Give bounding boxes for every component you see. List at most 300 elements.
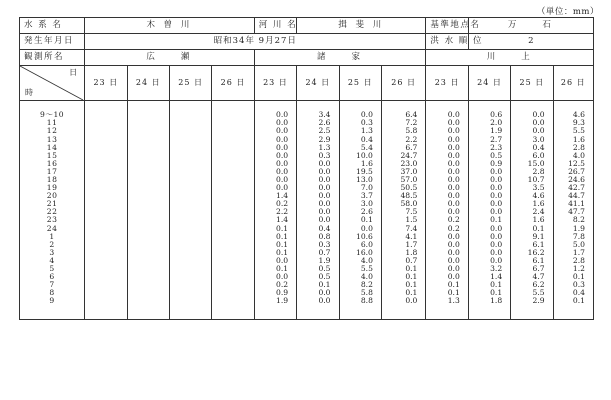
moroie-cell: 1.5 bbox=[381, 216, 425, 224]
kawakami-cell: 9.3 bbox=[553, 119, 593, 127]
hirose-cell bbox=[212, 297, 254, 305]
kawakami-cell: 0.0 bbox=[426, 111, 468, 119]
moroie-cell: 8.8 bbox=[339, 297, 381, 305]
kawakami-cell: 0.6 bbox=[468, 111, 510, 119]
moroie-cell: 0.0 bbox=[297, 208, 339, 216]
moroie-cell: 0.0 bbox=[254, 273, 296, 281]
hirose-cell bbox=[127, 273, 169, 281]
kawakami-cell: 0.0 bbox=[426, 119, 468, 127]
kawakami-cell: 0.0 bbox=[426, 273, 468, 281]
kawakami-cell: 10.7 bbox=[511, 176, 553, 184]
hirose-cell bbox=[127, 135, 169, 143]
hirose-cell bbox=[127, 160, 169, 168]
moroie-cell: 1.3 bbox=[339, 127, 381, 135]
moroie-cell: 0.1 bbox=[381, 289, 425, 297]
kawakami-cell: 0.0 bbox=[468, 257, 510, 265]
moroie-cell: 0.0 bbox=[254, 111, 296, 119]
kawakami-cell: 0.0 bbox=[468, 200, 510, 208]
moroie-cell: 37.0 bbox=[381, 168, 425, 176]
kawakami-cell: 0.0 bbox=[468, 249, 510, 257]
day-header: 23 日 bbox=[254, 66, 296, 101]
table-row bbox=[20, 127, 594, 135]
moroie-cell: 7.4 bbox=[381, 224, 425, 232]
moroie-cell: 0.1 bbox=[297, 281, 339, 289]
day-header: 25 日 bbox=[339, 66, 381, 101]
hirose-cell bbox=[127, 249, 169, 257]
hirose-cell bbox=[85, 176, 127, 184]
kawakami-cell: 1.6 bbox=[511, 200, 553, 208]
spacer-cell bbox=[127, 101, 169, 112]
kawakami-cell: 0.1 bbox=[468, 281, 510, 289]
moroie-cell: 0.0 bbox=[297, 289, 339, 297]
hirose-cell bbox=[212, 208, 254, 216]
moroie-cell: 0.4 bbox=[339, 135, 381, 143]
table-row bbox=[20, 200, 594, 208]
hirose-cell bbox=[212, 249, 254, 257]
hour-cell: 2 bbox=[20, 241, 85, 249]
moroie-cell: 0.4 bbox=[297, 224, 339, 232]
date-label: 発生年月日 bbox=[20, 34, 85, 50]
table-row bbox=[20, 281, 594, 289]
moroie-cell: 0.7 bbox=[297, 249, 339, 257]
hour-cell: 24 bbox=[20, 224, 85, 232]
moroie-cell: 7.5 bbox=[381, 208, 425, 216]
kawakami-cell: 6.7 bbox=[511, 265, 553, 273]
moroie-cell: 16.0 bbox=[339, 249, 381, 257]
table-row bbox=[20, 216, 594, 224]
hirose-cell bbox=[212, 119, 254, 127]
table-row bbox=[20, 224, 594, 232]
hirose-cell bbox=[212, 200, 254, 208]
spacer-row bbox=[20, 101, 594, 112]
base-point-value: 万 石 bbox=[468, 18, 593, 34]
table-row bbox=[20, 289, 594, 297]
moroie-cell: 0.0 bbox=[254, 176, 296, 184]
moroie-cell: 0.0 bbox=[339, 224, 381, 232]
table-row bbox=[20, 151, 594, 159]
hirose-cell bbox=[127, 127, 169, 135]
station-kawakami: 川 上 bbox=[426, 50, 594, 66]
kawakami-cell: 3.2 bbox=[468, 265, 510, 273]
kawakami-cell: 0.4 bbox=[511, 143, 553, 151]
kawakami-cell: 0.0 bbox=[511, 111, 553, 119]
moroie-cell: 2.2 bbox=[254, 208, 296, 216]
moroie-cell: 0.5 bbox=[297, 273, 339, 281]
kawakami-cell: 24.6 bbox=[553, 176, 593, 184]
moroie-cell: 0.1 bbox=[254, 241, 296, 249]
hour-cell: 6 bbox=[20, 273, 85, 281]
spacer-cell bbox=[169, 101, 211, 112]
hour-cell: 1 bbox=[20, 232, 85, 240]
moroie-cell: 5.5 bbox=[339, 265, 381, 273]
table-row bbox=[20, 168, 594, 176]
table-row bbox=[20, 265, 594, 273]
moroie-cell: 19.5 bbox=[339, 168, 381, 176]
hirose-cell bbox=[169, 224, 211, 232]
moroie-cell: 10.6 bbox=[339, 232, 381, 240]
moroie-cell: 0.1 bbox=[254, 265, 296, 273]
kawakami-cell: 0.0 bbox=[426, 168, 468, 176]
hirose-cell bbox=[212, 281, 254, 289]
kawakami-cell: 6.2 bbox=[511, 281, 553, 289]
hirose-cell bbox=[85, 232, 127, 240]
hirose-cell bbox=[169, 176, 211, 184]
moroie-cell: 6.7 bbox=[381, 143, 425, 151]
moroie-cell: 0.1 bbox=[254, 232, 296, 240]
table-row bbox=[20, 143, 594, 151]
moroie-cell: 4.0 bbox=[339, 257, 381, 265]
kawakami-cell: 0.2 bbox=[426, 216, 468, 224]
hirose-cell bbox=[127, 208, 169, 216]
moroie-cell: 0.0 bbox=[254, 151, 296, 159]
spacer-cell bbox=[297, 305, 339, 320]
table-row bbox=[20, 176, 594, 184]
hirose-cell bbox=[85, 265, 127, 273]
moroie-cell: 13.0 bbox=[339, 176, 381, 184]
corner-hour-label: 時 bbox=[25, 88, 34, 97]
kawakami-cell: 0.0 bbox=[468, 208, 510, 216]
moroie-cell: 0.0 bbox=[297, 297, 339, 305]
table-row bbox=[20, 184, 594, 192]
moroie-cell: 0.2 bbox=[254, 200, 296, 208]
kawakami-cell: 3.5 bbox=[511, 184, 553, 192]
kawakami-cell: 16.2 bbox=[511, 249, 553, 257]
kawakami-cell: 44.7 bbox=[553, 192, 593, 200]
kawakami-cell: 4.6 bbox=[553, 111, 593, 119]
spacer-cell bbox=[127, 305, 169, 320]
table-row bbox=[20, 232, 594, 240]
hour-cell: 15 bbox=[20, 151, 85, 159]
system-value: 木 曽 川 bbox=[85, 18, 255, 34]
hirose-cell bbox=[169, 151, 211, 159]
kawakami-cell: 0.0 bbox=[426, 143, 468, 151]
kawakami-cell: 0.1 bbox=[426, 289, 468, 297]
hirose-cell bbox=[85, 143, 127, 151]
moroie-cell: 10.0 bbox=[339, 151, 381, 159]
kawakami-cell: 2.4 bbox=[511, 208, 553, 216]
table-row bbox=[20, 208, 594, 216]
kawakami-cell: 5.5 bbox=[511, 289, 553, 297]
table-row bbox=[20, 111, 594, 119]
hirose-cell bbox=[212, 111, 254, 119]
hirose-cell bbox=[169, 135, 211, 143]
hirose-cell bbox=[169, 192, 211, 200]
hour-cell: 3 bbox=[20, 249, 85, 257]
spacer-cell bbox=[254, 305, 296, 320]
moroie-cell: 2.2 bbox=[381, 135, 425, 143]
moroie-cell: 0.0 bbox=[297, 192, 339, 200]
spacer-cell bbox=[381, 101, 425, 112]
hirose-cell bbox=[127, 111, 169, 119]
spacer-cell bbox=[212, 101, 254, 112]
table-row bbox=[20, 273, 594, 281]
moroie-cell: 5.8 bbox=[381, 127, 425, 135]
moroie-cell: 0.2 bbox=[254, 281, 296, 289]
hirose-cell bbox=[85, 119, 127, 127]
hirose-cell bbox=[169, 232, 211, 240]
kawakami-cell: 0.0 bbox=[468, 232, 510, 240]
day-header: 26 日 bbox=[212, 66, 254, 101]
kawakami-cell: 0.0 bbox=[468, 168, 510, 176]
spacer-cell bbox=[85, 305, 127, 320]
moroie-cell: 0.0 bbox=[381, 297, 425, 305]
hirose-cell bbox=[212, 127, 254, 135]
kawakami-cell: 0.0 bbox=[511, 127, 553, 135]
hour-cell: 8 bbox=[20, 289, 85, 297]
kawakami-cell: 0.0 bbox=[426, 192, 468, 200]
hirose-cell bbox=[169, 241, 211, 249]
kawakami-cell: 0.1 bbox=[553, 273, 593, 281]
kawakami-cell: 0.1 bbox=[468, 216, 510, 224]
flood-rank-value: 2 bbox=[468, 34, 593, 50]
moroie-cell: 0.0 bbox=[297, 200, 339, 208]
hirose-cell bbox=[127, 200, 169, 208]
moroie-cell: 24.7 bbox=[381, 151, 425, 159]
moroie-cell: 0.1 bbox=[254, 224, 296, 232]
date-value: 昭和34年 9月27日 bbox=[85, 34, 426, 50]
day-header: 25 日 bbox=[511, 66, 553, 101]
moroie-cell: 1.4 bbox=[254, 216, 296, 224]
kawakami-cell: 3.0 bbox=[511, 135, 553, 143]
moroie-cell: 6.4 bbox=[381, 111, 425, 119]
kawakami-cell: 2.3 bbox=[468, 143, 510, 151]
hour-cell: 14 bbox=[20, 143, 85, 151]
hirose-cell bbox=[127, 151, 169, 159]
hour-cell: 22 bbox=[20, 208, 85, 216]
hirose-cell bbox=[85, 241, 127, 249]
kawakami-cell: 6.0 bbox=[511, 151, 553, 159]
hirose-cell bbox=[127, 281, 169, 289]
hirose-cell bbox=[212, 143, 254, 151]
moroie-cell: 1.7 bbox=[381, 241, 425, 249]
kawakami-cell: 0.0 bbox=[426, 127, 468, 135]
moroie-cell: 0.1 bbox=[339, 216, 381, 224]
table-row bbox=[20, 257, 594, 265]
spacer-cell bbox=[426, 305, 468, 320]
kawakami-cell: 5.0 bbox=[553, 241, 593, 249]
spacer-cell bbox=[339, 305, 381, 320]
table-row bbox=[20, 119, 594, 127]
kawakami-cell: 9.1 bbox=[511, 232, 553, 240]
table-row bbox=[20, 241, 594, 249]
hirose-cell bbox=[169, 184, 211, 192]
table-row bbox=[20, 192, 594, 200]
kawakami-cell: 0.0 bbox=[468, 224, 510, 232]
kawakami-cell: 0.5 bbox=[468, 151, 510, 159]
hirose-cell bbox=[169, 168, 211, 176]
station-moroie: 諸 家 bbox=[254, 50, 426, 66]
kawakami-cell: 2.8 bbox=[511, 168, 553, 176]
hirose-cell bbox=[85, 208, 127, 216]
hirose-cell bbox=[169, 127, 211, 135]
moroie-cell: 5.4 bbox=[339, 143, 381, 151]
hirose-cell bbox=[212, 273, 254, 281]
moroie-cell: 0.0 bbox=[254, 184, 296, 192]
hirose-cell bbox=[169, 111, 211, 119]
kawakami-cell: 1.7 bbox=[553, 249, 593, 257]
kawakami-cell: 1.6 bbox=[553, 135, 593, 143]
moroie-cell: 7.2 bbox=[381, 119, 425, 127]
moroie-cell: 0.0 bbox=[254, 119, 296, 127]
kawakami-cell: 4.0 bbox=[553, 151, 593, 159]
hour-cell: 21 bbox=[20, 200, 85, 208]
day-header: 23 日 bbox=[426, 66, 468, 101]
hirose-cell bbox=[127, 297, 169, 305]
rainfall-table bbox=[19, 17, 594, 320]
moroie-cell: 1.8 bbox=[381, 249, 425, 257]
kawakami-cell: 0.0 bbox=[468, 241, 510, 249]
hour-cell: 5 bbox=[20, 265, 85, 273]
day-header: 25 日 bbox=[169, 66, 211, 101]
hirose-cell bbox=[127, 265, 169, 273]
hirose-cell bbox=[169, 216, 211, 224]
moroie-cell: 23.0 bbox=[381, 160, 425, 168]
table-row bbox=[20, 249, 594, 257]
hirose-cell bbox=[212, 160, 254, 168]
hirose-cell bbox=[85, 168, 127, 176]
moroie-cell: 0.0 bbox=[297, 216, 339, 224]
kawakami-cell: 0.0 bbox=[426, 249, 468, 257]
hirose-cell bbox=[85, 257, 127, 265]
moroie-cell: 0.1 bbox=[381, 281, 425, 289]
moroie-cell: 0.0 bbox=[297, 160, 339, 168]
station-row bbox=[20, 50, 594, 66]
kawakami-cell: 0.0 bbox=[511, 119, 553, 127]
corner-cell bbox=[20, 66, 85, 101]
kawakami-cell: 0.0 bbox=[426, 265, 468, 273]
hirose-cell bbox=[127, 216, 169, 224]
moroie-cell: 0.0 bbox=[297, 168, 339, 176]
kawakami-cell: 0.9 bbox=[468, 160, 510, 168]
hirose-cell bbox=[127, 232, 169, 240]
moroie-cell: 0.1 bbox=[254, 249, 296, 257]
system-label: 水 系 名 bbox=[20, 18, 85, 34]
hour-cell: 23 bbox=[20, 216, 85, 224]
day-header: 24 日 bbox=[297, 66, 339, 101]
hirose-cell bbox=[169, 208, 211, 216]
kawakami-cell: 0.0 bbox=[426, 257, 468, 265]
spacer-cell bbox=[511, 305, 553, 320]
hirose-cell bbox=[212, 265, 254, 273]
hirose-cell bbox=[127, 192, 169, 200]
hirose-cell bbox=[169, 249, 211, 257]
moroie-cell: 6.0 bbox=[339, 241, 381, 249]
spacer-cell bbox=[212, 305, 254, 320]
hirose-cell bbox=[127, 168, 169, 176]
hirose-cell bbox=[169, 257, 211, 265]
hirose-cell bbox=[85, 192, 127, 200]
hirose-cell bbox=[85, 151, 127, 159]
kawakami-cell: 1.2 bbox=[553, 265, 593, 273]
kawakami-cell: 0.0 bbox=[426, 176, 468, 184]
kawakami-cell: 15.0 bbox=[511, 160, 553, 168]
kawakami-cell: 1.4 bbox=[468, 273, 510, 281]
hirose-cell bbox=[212, 168, 254, 176]
hirose-cell bbox=[212, 224, 254, 232]
unit-label: （単位：mm） bbox=[536, 7, 599, 17]
hour-cell: 18 bbox=[20, 176, 85, 184]
moroie-cell: 0.8 bbox=[297, 232, 339, 240]
day-header: 24 日 bbox=[127, 66, 169, 101]
moroie-cell: 2.6 bbox=[339, 208, 381, 216]
hirose-cell bbox=[169, 143, 211, 151]
kawakami-cell: 42.7 bbox=[553, 184, 593, 192]
moroie-cell: 58.0 bbox=[381, 200, 425, 208]
kawakami-cell: 2.9 bbox=[511, 297, 553, 305]
hirose-cell bbox=[85, 216, 127, 224]
kawakami-cell: 0.1 bbox=[511, 224, 553, 232]
kawakami-cell: 0.0 bbox=[426, 160, 468, 168]
kawakami-cell: 0.0 bbox=[426, 232, 468, 240]
hirose-cell bbox=[169, 160, 211, 168]
kawakami-cell: 1.9 bbox=[468, 127, 510, 135]
hirose-cell bbox=[212, 241, 254, 249]
moroie-cell: 57.0 bbox=[381, 176, 425, 184]
hirose-cell bbox=[127, 184, 169, 192]
kawakami-cell: 41.1 bbox=[553, 200, 593, 208]
moroie-cell: 0.9 bbox=[254, 289, 296, 297]
kawakami-cell: 1.6 bbox=[511, 216, 553, 224]
day-header: 26 日 bbox=[381, 66, 425, 101]
moroie-cell: 0.1 bbox=[381, 273, 425, 281]
kawakami-cell: 2.0 bbox=[468, 119, 510, 127]
kawakami-cell: 12.5 bbox=[553, 160, 593, 168]
moroie-cell: 8.2 bbox=[339, 281, 381, 289]
moroie-cell: 48.5 bbox=[381, 192, 425, 200]
moroie-cell: 0.0 bbox=[254, 143, 296, 151]
moroie-cell: 50.5 bbox=[381, 184, 425, 192]
moroie-cell: 1.9 bbox=[254, 297, 296, 305]
kawakami-cell: 0.0 bbox=[468, 192, 510, 200]
hirose-cell bbox=[127, 257, 169, 265]
moroie-cell: 0.0 bbox=[297, 176, 339, 184]
moroie-cell: 3.7 bbox=[339, 192, 381, 200]
day-header: 24 日 bbox=[468, 66, 510, 101]
kawakami-cell: 0.0 bbox=[426, 241, 468, 249]
moroie-cell: 1.3 bbox=[297, 143, 339, 151]
corner-day-label: 日 bbox=[69, 68, 79, 77]
kawakami-cell: 0.0 bbox=[426, 135, 468, 143]
moroie-cell: 2.9 bbox=[297, 135, 339, 143]
river-label: 河 川 名 bbox=[254, 18, 296, 34]
hour-cell: 19 bbox=[20, 184, 85, 192]
hirose-cell bbox=[85, 200, 127, 208]
kawakami-cell: 0.0 bbox=[468, 176, 510, 184]
kawakami-cell: 5.5 bbox=[553, 127, 593, 135]
hirose-cell bbox=[169, 297, 211, 305]
kawakami-cell: 0.0 bbox=[426, 208, 468, 216]
hirose-cell bbox=[127, 176, 169, 184]
hour-cell: 13 bbox=[20, 135, 85, 143]
hirose-cell bbox=[127, 143, 169, 151]
hirose-cell bbox=[212, 232, 254, 240]
table-row bbox=[20, 297, 594, 305]
spacer-cell bbox=[20, 305, 85, 320]
hour-cell: 17 bbox=[20, 168, 85, 176]
hirose-cell bbox=[169, 265, 211, 273]
hirose-cell bbox=[169, 119, 211, 127]
hirose-cell bbox=[169, 289, 211, 297]
hirose-cell bbox=[85, 135, 127, 143]
moroie-cell: 1.6 bbox=[339, 160, 381, 168]
hirose-cell bbox=[212, 184, 254, 192]
hirose-cell bbox=[85, 249, 127, 257]
hirose-cell bbox=[85, 111, 127, 119]
kawakami-cell: 0.0 bbox=[426, 184, 468, 192]
hour-cell: 12 bbox=[20, 127, 85, 135]
kawakami-cell: 1.3 bbox=[426, 297, 468, 305]
moroie-cell: 0.3 bbox=[297, 151, 339, 159]
